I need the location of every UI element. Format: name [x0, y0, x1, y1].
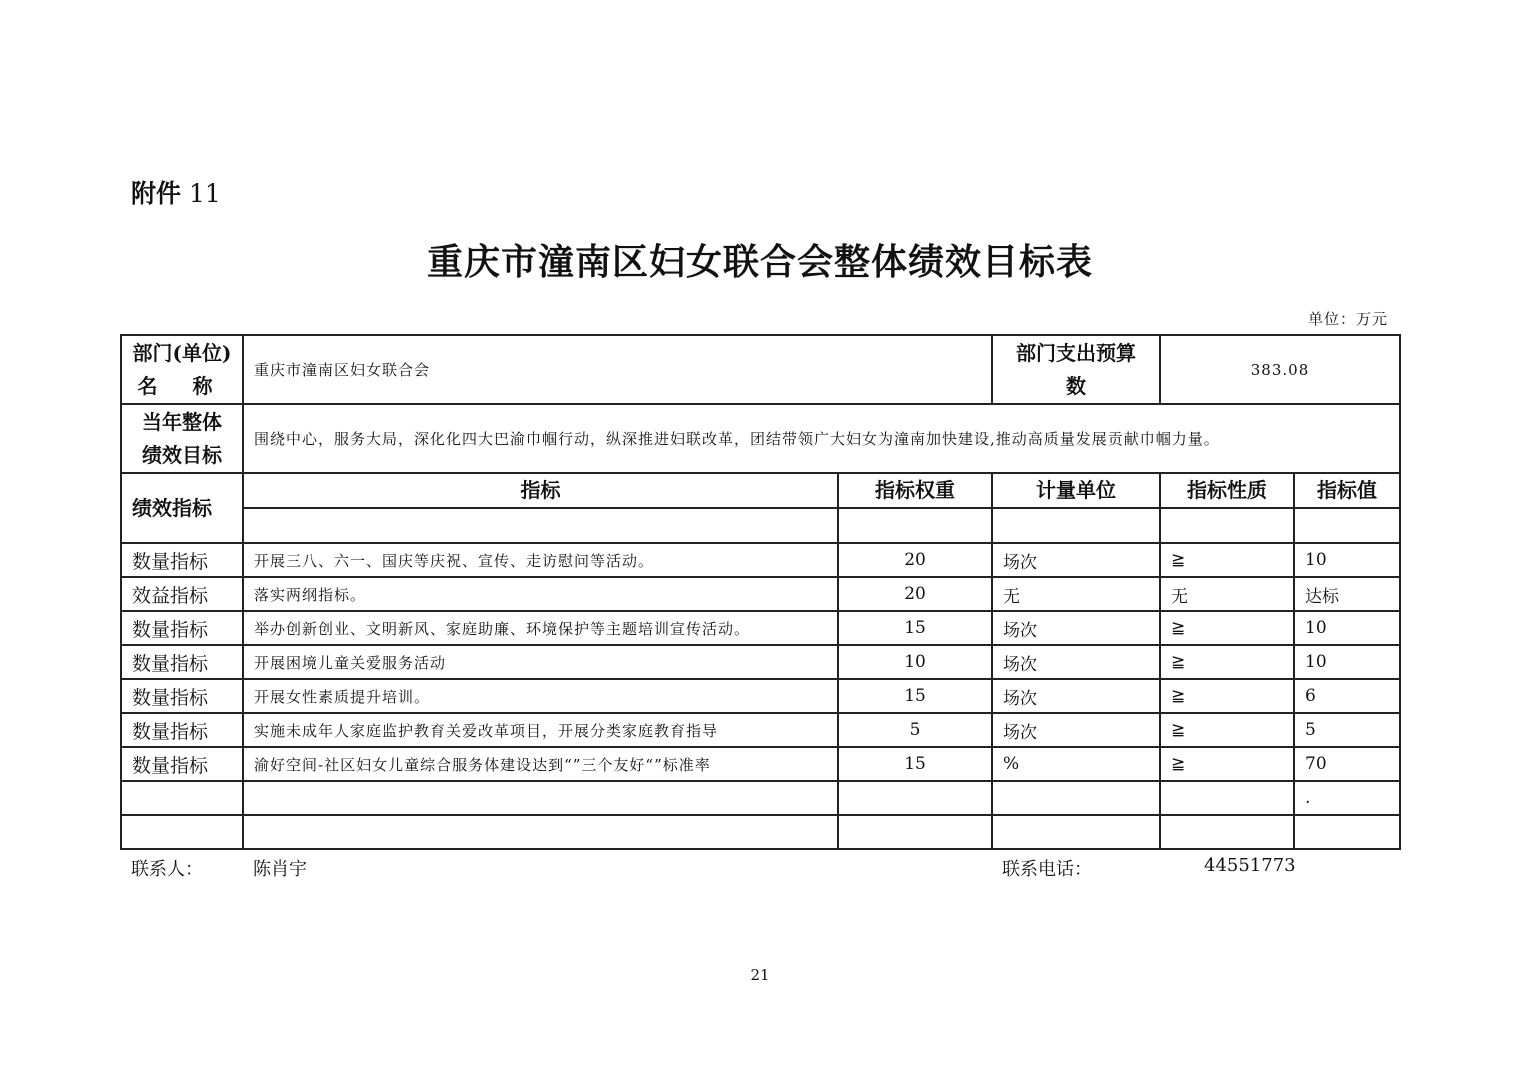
indicator-unit: 场次	[992, 679, 1160, 713]
performance-table	[120, 334, 1401, 850]
budget-label: 部门支出预算 数	[992, 335, 1160, 404]
indicator-value: 5	[1294, 713, 1400, 747]
indicator-unit: 场次	[992, 611, 1160, 645]
indicator-type: 数量指标	[121, 679, 243, 713]
blank-cell	[243, 508, 838, 543]
indicator-unit: 场次	[992, 645, 1160, 679]
indicator-desc: 举办创新创业、文明新风、家庭助廉、环境保护等主题培训宣传活动。	[243, 611, 838, 645]
indicator-nature	[1160, 815, 1294, 849]
table-row	[121, 713, 1400, 747]
table-row	[121, 543, 1400, 577]
indicator-type	[121, 815, 243, 849]
indicator-header-row	[121, 473, 1400, 508]
indicator-weight: 15	[838, 679, 992, 713]
unit-note: 单位：万元	[1307, 310, 1388, 328]
table-row	[121, 679, 1400, 713]
blank-cell	[1160, 508, 1294, 543]
goal-text: 围绕中心，服务大局，深化化四大巴渝巾帼行动，纵深推进妇联改革，团结带领广大妇女为潼南加快建设,推动高质量发展贡献巾帼力量。	[243, 404, 1400, 473]
indicator-value: 达标	[1294, 577, 1400, 611]
table-row	[121, 611, 1400, 645]
indicator-type: 数量指标	[121, 645, 243, 679]
indicator-weight: 15	[838, 611, 992, 645]
indicator-type: 效益指标	[121, 577, 243, 611]
table-row	[121, 747, 1400, 781]
table-row	[121, 577, 1400, 611]
indicator-unit	[992, 781, 1160, 815]
indicator-nature: ≧	[1160, 611, 1294, 645]
indicator-weight: 20	[838, 543, 992, 577]
indicator-type: 数量指标	[121, 611, 243, 645]
indicator-nature: ≧	[1160, 679, 1294, 713]
table-row	[121, 815, 1400, 849]
contact-name: 陈肖宇	[253, 859, 307, 880]
indicator-value	[1294, 815, 1400, 849]
indicator-nature: ≧	[1160, 713, 1294, 747]
indicator-nature: ≧	[1160, 747, 1294, 781]
indicator-value: 70	[1294, 747, 1400, 781]
indicator-weight: 15	[838, 747, 992, 781]
indicator-nature	[1160, 781, 1294, 815]
header-value: 指标值	[1294, 473, 1400, 508]
indicator-nature: 无	[1160, 577, 1294, 611]
indicator-header-blank-row	[121, 508, 1400, 543]
indicator-weight: 5	[838, 713, 992, 747]
blank-cell	[838, 508, 992, 543]
dept-name-label: 部门(单位) 名 称	[121, 335, 243, 404]
indicator-desc: 渝好空间-社区妇女儿童综合服务体建设达到“”三个友好“”标准率	[243, 747, 838, 781]
header-indicator: 指标	[243, 473, 838, 508]
indicator-weight: 10	[838, 645, 992, 679]
indicator-type	[121, 781, 243, 815]
indicator-value: 10	[1294, 543, 1400, 577]
indicator-desc	[243, 781, 838, 815]
indicator-weight	[838, 781, 992, 815]
indicator-desc: 实施未成年人家庭监护教育关爱改革项目，开展分类家庭教育指导	[243, 713, 838, 747]
indicator-unit: %	[992, 747, 1160, 781]
attachment-number: 11	[188, 179, 221, 208]
phone-label: 联系电话：	[1002, 859, 1092, 880]
indicator-rows	[121, 543, 1400, 849]
indicator-type: 数量指标	[121, 713, 243, 747]
phone-number: 44551773	[1204, 855, 1296, 876]
indicator-unit: 场次	[992, 543, 1160, 577]
indicator-value: 10	[1294, 645, 1400, 679]
budget-value: 383.08	[1160, 335, 1400, 404]
indicator-type: 数量指标	[121, 543, 243, 577]
header-weight: 指标权重	[838, 473, 992, 508]
blank-cell	[992, 508, 1160, 543]
dept-name-value: 重庆市潼南区妇女联合会	[243, 335, 992, 404]
indicator-weight: 20	[838, 577, 992, 611]
indicator-section-label: 绩效指标	[121, 473, 243, 543]
indicator-type: 数量指标	[121, 747, 243, 781]
contact-label: 联系人：	[131, 859, 203, 880]
indicator-unit: 场次	[992, 713, 1160, 747]
indicator-value: .	[1294, 781, 1400, 815]
indicator-desc: 开展困境儿童关爱服务活动	[243, 645, 838, 679]
indicator-nature: ≧	[1160, 645, 1294, 679]
header-unit: 计量单位	[992, 473, 1160, 508]
table-row	[121, 645, 1400, 679]
table-row	[121, 781, 1400, 815]
indicator-nature: ≧	[1160, 543, 1294, 577]
indicator-value: 6	[1294, 679, 1400, 713]
indicator-desc: 开展女性素质提升培训。	[243, 679, 838, 713]
dept-row	[121, 335, 1400, 404]
indicator-unit: 无	[992, 577, 1160, 611]
header-nature: 指标性质	[1160, 473, 1294, 508]
indicator-unit	[992, 815, 1160, 849]
attachment-heading	[131, 174, 221, 210]
indicator-value: 10	[1294, 611, 1400, 645]
attachment-label: 附件	[131, 179, 182, 208]
goal-label: 当年整体 绩效目标	[121, 404, 243, 473]
blank-cell	[1294, 508, 1400, 543]
document-title: 重庆市潼南区妇女联合会整体绩效目标表	[426, 241, 1093, 283]
indicator-desc: 开展三八、六一、国庆等庆祝、宣传、走访慰问等活动。	[243, 543, 838, 577]
indicator-desc: 落实两纲指标。	[243, 577, 838, 611]
goal-row	[121, 404, 1400, 473]
page-number: 21	[750, 966, 770, 984]
indicator-weight	[838, 815, 992, 849]
indicator-desc	[243, 815, 838, 849]
